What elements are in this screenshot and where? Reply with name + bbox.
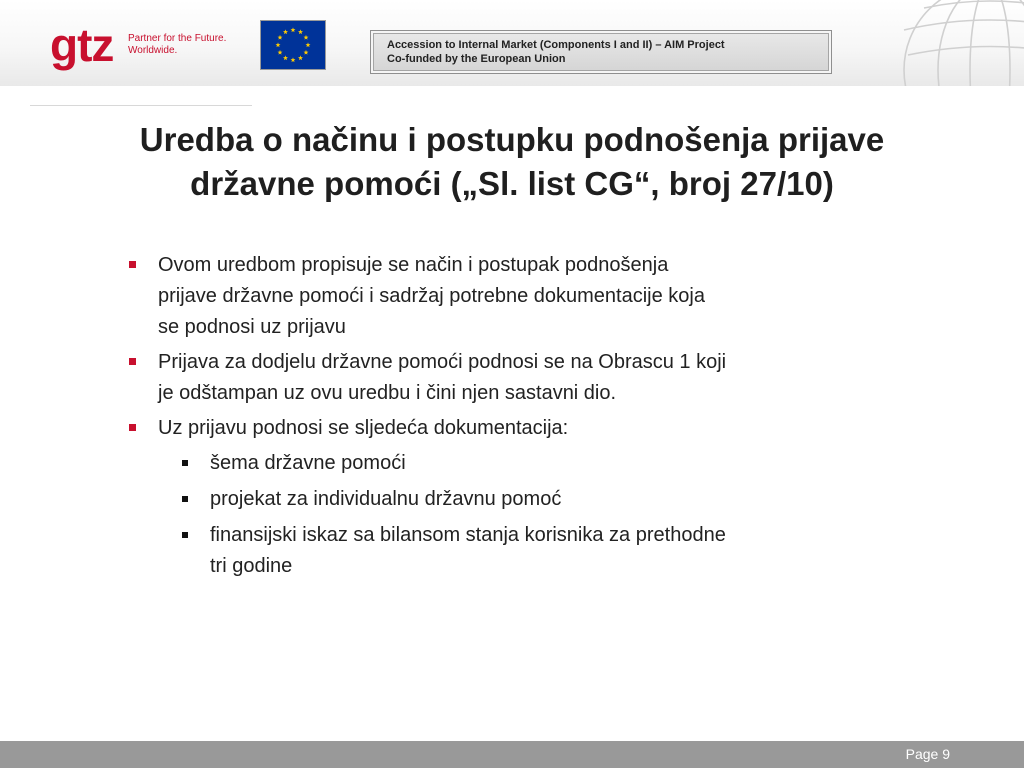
gtz-logo-word: gtz bbox=[50, 19, 114, 71]
sub-bullet-text-line: tri godine bbox=[210, 555, 293, 577]
sub-bullet-text-line: finansijski iskaz sa bilansom stanja korisnika za prethodne bbox=[210, 524, 726, 546]
sub-bullet-marker-icon bbox=[182, 496, 188, 502]
sub-bullet-item bbox=[182, 520, 896, 582]
slide-body bbox=[126, 250, 896, 587]
slide-title bbox=[40, 118, 984, 206]
gtz-tagline-line1: Partner for the Future. bbox=[128, 33, 227, 44]
slide-header bbox=[0, 0, 1024, 86]
eu-flag-icon bbox=[260, 20, 326, 70]
header-divider bbox=[30, 105, 252, 106]
sub-bullet-text-line: projekat za individualnu državnu pomoć bbox=[210, 488, 562, 510]
sub-bullet-text-line: šema državne pomoći bbox=[210, 452, 406, 474]
bullet-text-line: se podnosi uz prijavu bbox=[158, 316, 346, 338]
gtz-tagline bbox=[128, 33, 238, 57]
bullet-marker-icon bbox=[129, 358, 136, 365]
bullet-text-line: Prijava za dodjelu državne pomoći podnosi se na Obrascu 1 koji bbox=[158, 351, 727, 373]
project-cofunding: Co-funded by the European Union bbox=[387, 53, 566, 65]
slide-title-line2: državne pomoći („Sl. list CG“, broj 27/10) bbox=[190, 165, 834, 202]
slide-footer bbox=[0, 741, 1024, 768]
globe-icon bbox=[894, 0, 1024, 86]
bullet-text-line: Uz prijavu podnosi se sljedeća dokumentacija: bbox=[158, 417, 569, 439]
project-info-box bbox=[370, 30, 832, 74]
bullet-marker-icon bbox=[129, 424, 136, 431]
bullet-marker-icon bbox=[129, 261, 136, 268]
sub-bullet-item bbox=[182, 448, 896, 479]
bullet-text-line: je odštampan uz ovu uredbu i čini njen sastavni dio. bbox=[158, 382, 617, 404]
sub-bullet-marker-icon bbox=[182, 460, 188, 466]
bullet-item bbox=[126, 413, 896, 444]
gtz-tagline-line2: Worldwide. bbox=[128, 45, 178, 56]
gtz-logo bbox=[50, 19, 130, 78]
bullet-item bbox=[126, 347, 896, 409]
page-number: Page 9 bbox=[905, 746, 950, 762]
bullet-text-line: Ovom uredbom propisuje se način i postupak podnošenja bbox=[158, 254, 669, 276]
sub-bullet-item bbox=[182, 484, 896, 515]
bullet-item bbox=[126, 250, 896, 343]
bullet-text-line: prijave državne pomoći i sadržaj potrebne dokumentacije koja bbox=[158, 285, 705, 307]
sub-bullet-list bbox=[182, 448, 896, 582]
slide-title-line1: Uredba o načinu i postupku podnošenja prijave bbox=[139, 121, 885, 158]
sub-bullet-marker-icon bbox=[182, 532, 188, 538]
project-title: Accession to Internal Market (Components I and II) – AIM Project bbox=[387, 39, 725, 51]
